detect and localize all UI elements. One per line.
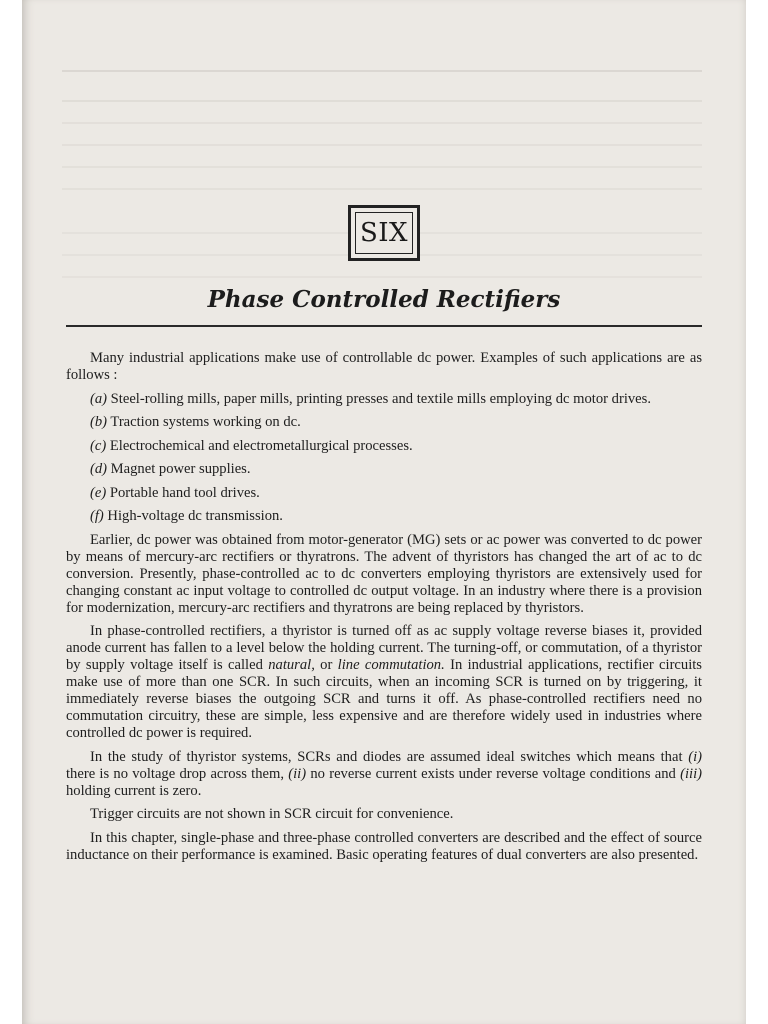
- bleed-through-line: [62, 100, 702, 102]
- application-item: [66, 414, 702, 431]
- paragraph-text: In phase-controlled rectifiers, a thyristor is turned off as ac supply voltage reverse biases it, provided anode current has fallen to a level below the holding current. The turning-off, or commutation, of a thyristor by supply voltage itself is called: [66, 623, 702, 673]
- paragraph-text: In the study of thyristor systems, SCRs and diodes are assumed ideal switches which means that: [90, 748, 689, 765]
- application-item: [66, 438, 702, 455]
- intro-paragraph: Many industrial applications make use of controllable dc power. Examples of such applications are as follows :: [66, 350, 702, 383]
- paragraph-text: there is no voltage drop across them,: [66, 765, 289, 782]
- item-marker: (b): [90, 414, 108, 430]
- enum-marker: (i): [688, 748, 702, 765]
- paragraph-text: or: [314, 657, 338, 673]
- item-text: Traction systems working on dc.: [107, 414, 301, 430]
- item-marker: (f): [90, 508, 104, 524]
- term-natural: natural,: [268, 657, 315, 673]
- chapter-overview-paragraph: In this chapter, single-phase and three-phase controlled converters are described and the effect of source inductance on their performance is examined. Basic operating features of dual converters are also presented.: [66, 829, 702, 863]
- application-item: [66, 461, 702, 478]
- chapter-title: Phase Controlled Rectifiers: [207, 286, 561, 313]
- history-paragraph: Earlier, dc power was obtained from motor-generator (MG) sets or ac power was converted to dc power by means of mercury-arc rectifiers or thyratrons. The advent of thyristors has changed the art of ac to dc conversion. Presently, phase-controlled ac to dc converters employing thyristors are extensively used for changing constant ac input voltage to controlled dc output voltage. In an industry where there is a provision for modernization, mercury-arc rectifiers and thyratrons are being replaced by thyristors.: [66, 531, 702, 616]
- paragraph-text: holding current is zero.: [66, 782, 202, 799]
- item-text: Steel-rolling mills, paper mills, printing presses and textile mills employing dc motor drives.: [107, 390, 651, 407]
- bleed-through-line: [62, 166, 702, 168]
- paragraph-text: no reverse current exists under reverse voltage conditions and: [306, 765, 681, 782]
- bleed-through-line: [62, 188, 702, 190]
- enum-marker: (ii): [288, 765, 307, 782]
- application-item: [66, 485, 702, 502]
- chapter-number: SIX: [355, 212, 413, 254]
- bleed-through-line: [62, 276, 702, 278]
- bleed-through-line: [62, 70, 702, 72]
- item-text: Electrochemical and electrometallurgical processes.: [106, 437, 413, 454]
- chapter-number-badge: [348, 205, 420, 261]
- paragraph-text: In industrial applications, rectifier circuits make use of more than one SCR. In such circuits, when an incoming SCR is turned on by triggering, it immediately reverse biases the outgoing SCR and turns it off. As phase-controlled rectifiers need no commutation circuitry, these are simple, less expensive and are therefore widely used in industries where controlled dc power is required.: [66, 657, 702, 741]
- term-line-commutation: line commutation.: [337, 657, 445, 673]
- bleed-through-line: [62, 122, 702, 124]
- ideal-switch-paragraph: [66, 749, 702, 800]
- item-text: Magnet power supplies.: [107, 461, 251, 477]
- application-item: [66, 391, 702, 408]
- item-marker: (e): [90, 484, 107, 501]
- bleed-through-line: [62, 144, 702, 146]
- chapter-body: [66, 350, 702, 870]
- item-text: High-voltage dc transmission.: [103, 508, 283, 524]
- item-marker: (d): [90, 461, 108, 477]
- application-item: [66, 508, 702, 525]
- trigger-paragraph: Trigger circuits are not shown in SCR circuit for convenience.: [90, 806, 454, 822]
- enum-marker: (iii): [680, 765, 702, 782]
- item-text: Portable hand tool drives.: [106, 484, 260, 501]
- title-rule: [66, 325, 702, 327]
- item-marker: (a): [90, 390, 108, 407]
- item-marker: (c): [90, 437, 107, 454]
- commutation-paragraph: [66, 623, 702, 742]
